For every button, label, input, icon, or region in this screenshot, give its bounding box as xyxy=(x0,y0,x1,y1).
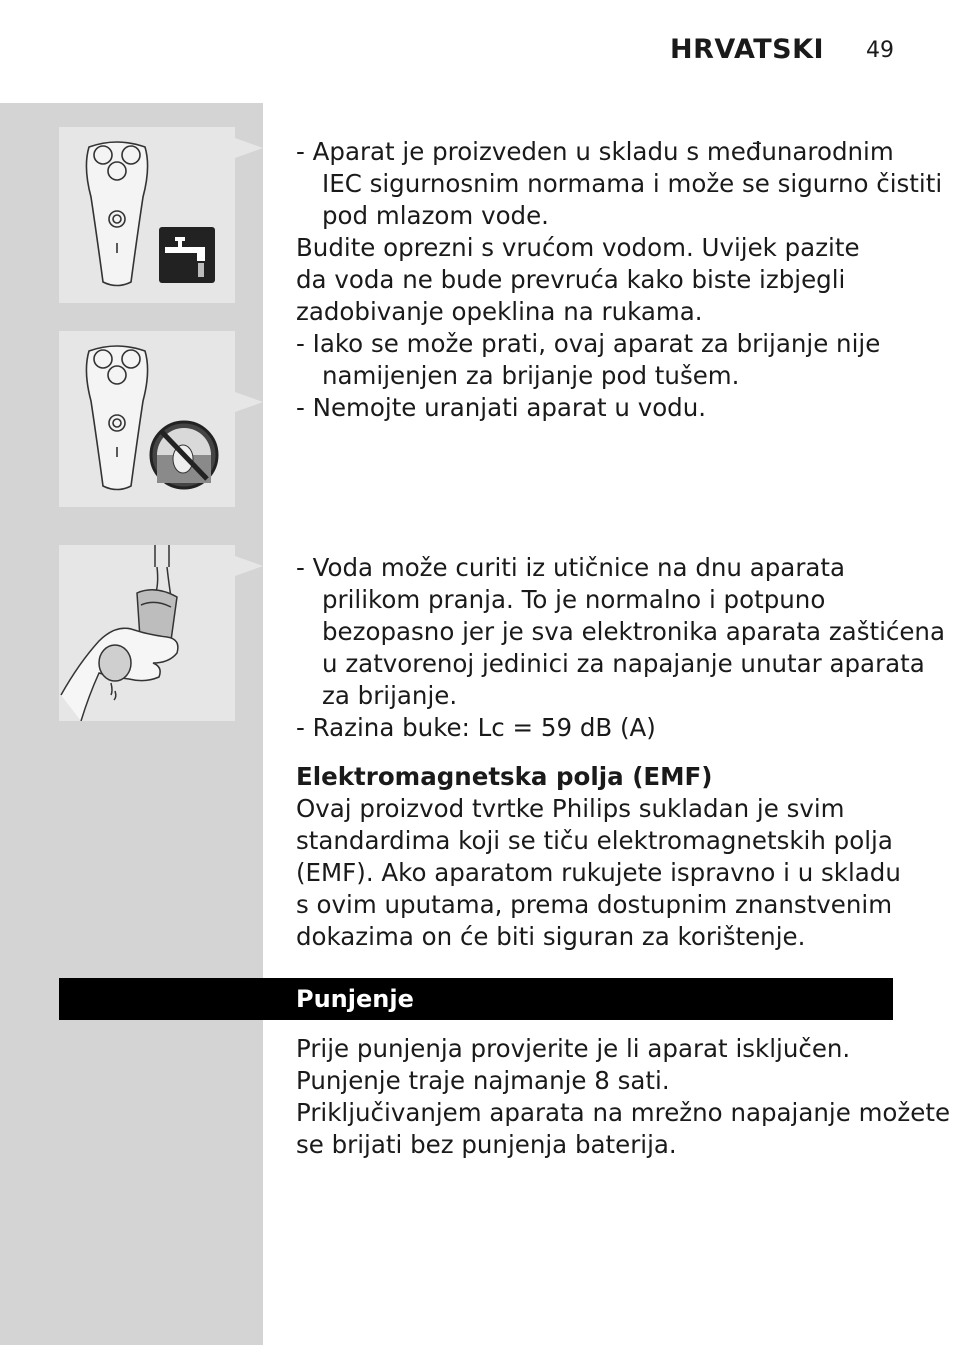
text-line: standardima koji se tiču elektromagnetskih polja xyxy=(296,826,893,855)
text-line: Priključivanjem aparata na mrežno napajanje možete xyxy=(296,1098,951,1127)
bullet-line: - Razina buke: Lc = 59 dB (A) xyxy=(296,713,656,742)
figure-pointer xyxy=(235,392,263,412)
text-line: da voda ne bude prevruća kako biste izbjegli xyxy=(296,265,846,294)
section-title-charging: Punjenje xyxy=(296,985,414,1013)
emf-section xyxy=(296,761,901,953)
text-line: (EMF). Ako aparatom rukujete ispravno i u skladu xyxy=(296,858,901,887)
text-line: Ovaj proizvod tvrtke Philips sukladan je svim xyxy=(296,794,845,823)
text-line: bezopasno jer je sva elektronika aparata zaštićena xyxy=(322,617,945,646)
shaver-rinsing-figure xyxy=(59,545,235,721)
section-header-bar xyxy=(59,978,893,1020)
emf-heading: Elektromagnetska polja (EMF) xyxy=(296,762,713,791)
shaver-rinse-figure xyxy=(59,127,235,303)
safety-instructions xyxy=(296,136,943,424)
bullet-line: - Voda može curiti iz utičnice na dnu aparata xyxy=(296,553,846,582)
text-line: pod mlazom vode. xyxy=(322,201,549,230)
rinsing-under-tap-illustration xyxy=(59,545,235,721)
text-line: s ovim uputama, prema dostupnim znanstvenim xyxy=(296,890,893,919)
figure-pointer xyxy=(235,138,263,158)
text-line: u zatvorenoj jedinici za napajanje unutar aparata xyxy=(322,649,925,678)
text-line: Budite oprezni s vrućom vodom. Uvijek pazite xyxy=(296,233,860,262)
text-line: za brijanje. xyxy=(322,681,458,710)
page-number: 49 xyxy=(866,38,894,63)
charging-text xyxy=(296,1033,951,1161)
text-line: Punjenje traje najmanje 8 sati. xyxy=(296,1066,670,1095)
text-line: namijenjen za brijanje pod tušem. xyxy=(322,361,740,390)
text-line: prilikom pranja. To je normalno i potpuno xyxy=(322,585,826,614)
text-line: se brijati bez punjenja baterija. xyxy=(296,1130,677,1159)
text-line: Prije punjenja provjerite je li aparat isključen. xyxy=(296,1034,851,1063)
text-line: dokazima on će biti siguran za korištenje. xyxy=(296,922,806,951)
bullet-line: - Aparat je proizveden u skladu s međunarodnim xyxy=(296,137,894,166)
language-heading: HRVATSKI xyxy=(670,34,825,65)
no-immersion-icon xyxy=(151,422,217,488)
shaver-no-immersion-figure xyxy=(59,331,235,507)
figure-pointer xyxy=(235,556,263,576)
bullet-line: - Nemojte uranjati aparat u vodu. xyxy=(296,393,707,422)
water-leak-info xyxy=(296,552,945,744)
text-line: IEC sigurnosnim normama i može se sigurno čistiti xyxy=(322,169,943,198)
bullet-line: - Iako se može prati, ovaj aparat za brijanje nije xyxy=(296,329,881,358)
text-line: zadobivanje opeklina na rukama. xyxy=(296,297,703,326)
